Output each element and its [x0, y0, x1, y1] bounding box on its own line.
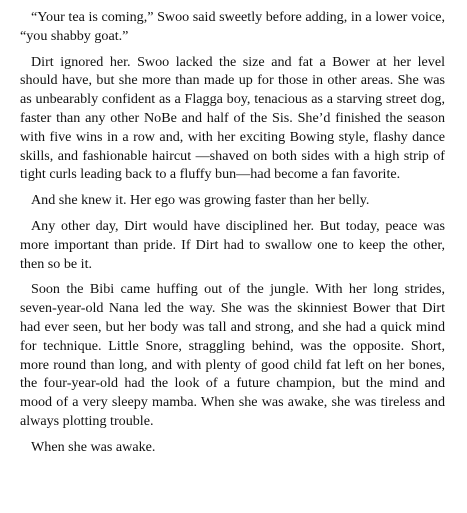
- paragraph-1: “Your tea is coming,” Swoo said sweetly before adding, in a lower voice, “you shabby goat.”: [20, 9, 445, 44]
- paragraph-4: Any other day, Dirt would have disciplined her. But today, peace was more important than pride. If Dirt had to swallow one to keep the other, then so be it.: [20, 217, 445, 272]
- book-page: [20, 8, 445, 457]
- paragraph-6: When she was awake.: [31, 438, 156, 455]
- paragraph-3: And she knew it. Her ego was growing faster than her belly.: [31, 192, 370, 209]
- paragraph-5: Soon the Bibi came huffing out of the jungle. With her long strides, seven-year-old Nana led the way. She was the skinniest Bower that Dirt had ever seen, but her body was tall and strong, and she had a quick mind for technique. Little Snore, straggling behind, was the opposite. Short, more round than long, and with plenty of good child fat left on her bones, the four-year-old had the look of a future champion, but the mind and mood of a very sleepy mamba. When she was awake, she was tireless and always plotting trouble.: [20, 281, 445, 429]
- paragraph-2: Dirt ignored her. Swoo lacked the size and fat a Bower at her level should have, but she more than made up for those in other areas. She was as unbearably confident as a Flagga boy, tenacious as a starving street dog, faster than any other NoBe and half of the Sis. She’d finished the season with five wins in a row and, with her exciting Bowing style, flashy dance skills, and fashionable haircut —shaved on both sides with a high strip of tight curls leading back to a fluffy bun—had become a fan favorite.: [20, 53, 445, 183]
